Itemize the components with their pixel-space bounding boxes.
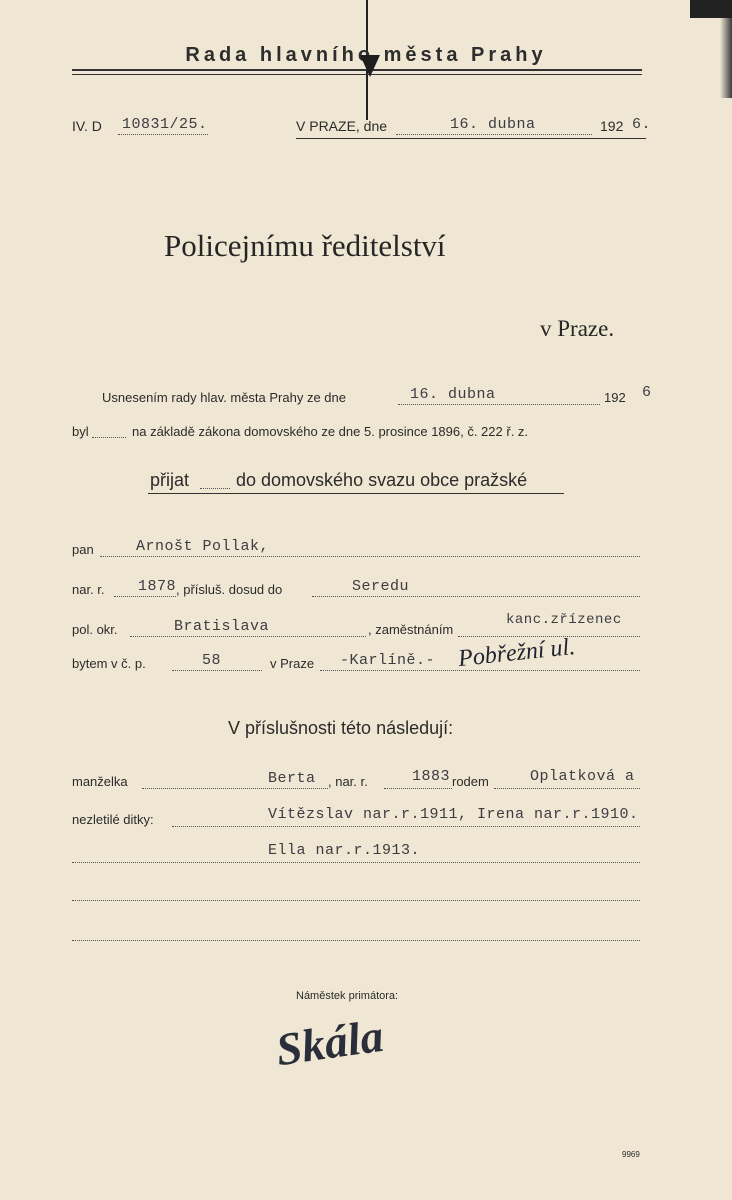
wife-born: 1883 bbox=[412, 768, 451, 785]
family-heading: V příslušnosti této následují: bbox=[228, 718, 454, 738]
signature-title: Náměstek primátora: bbox=[296, 990, 399, 1002]
decision-dots bbox=[200, 488, 230, 489]
prislus-place: Seredu bbox=[352, 578, 410, 595]
children-line-1: Vítězslav nar.r.1911, Irena nar.r.1910. bbox=[268, 806, 639, 823]
maiden-name: Oplatková a bbox=[530, 768, 635, 785]
rodem-label: rodem bbox=[452, 774, 489, 789]
prislus-label: , přísluš. dosud do bbox=[176, 582, 283, 597]
header-rule-top bbox=[72, 69, 642, 71]
wife-born-dots bbox=[384, 788, 452, 789]
house-number: 58 bbox=[202, 652, 222, 669]
byl-dots bbox=[92, 437, 126, 438]
torn-corner bbox=[690, 0, 732, 18]
year-prefix: 192 bbox=[600, 118, 624, 134]
reference-number-label: IV. D bbox=[72, 118, 102, 134]
resolution-year-digit: 6 bbox=[642, 384, 652, 401]
job-label: , zaměstnáním bbox=[368, 622, 454, 637]
street-dots bbox=[320, 670, 640, 671]
resolution-text: Usnesením rady hlav. města Prahy ze dne bbox=[102, 390, 346, 405]
district: Bratislava bbox=[174, 618, 270, 635]
decision-text: do domovského svazu obce pražské bbox=[236, 470, 528, 490]
wife-name: Berta bbox=[268, 770, 316, 787]
header-rule-bottom bbox=[72, 74, 642, 75]
children-dots-2 bbox=[72, 862, 640, 863]
reference-number-dots bbox=[118, 134, 208, 135]
quarter: -Karlíně.- bbox=[340, 652, 436, 669]
children-dots-1 bbox=[172, 826, 640, 827]
year-digit: 6. bbox=[632, 116, 652, 133]
form-code: 9969 bbox=[622, 1150, 640, 1159]
blank-dots-1 bbox=[72, 900, 640, 901]
decision: přijat bbox=[150, 470, 190, 490]
place-date-label: V PRAZE, dne bbox=[296, 118, 388, 134]
name-dots bbox=[100, 556, 640, 557]
born-dots bbox=[114, 596, 176, 597]
house-label: bytem v č. p. bbox=[72, 656, 146, 671]
pan-label: pan bbox=[72, 542, 94, 557]
street-handwritten: Pobřežní ul. bbox=[456, 633, 577, 673]
wife-name-dots bbox=[142, 788, 328, 789]
reference-number: 10831/25. bbox=[122, 116, 208, 133]
born-year: 1878 bbox=[138, 578, 177, 595]
law-text: na základě zákona domovského ze dne 5. prosince 1896, č. 222 ř. z. bbox=[132, 424, 529, 439]
prislus-dots bbox=[312, 596, 640, 597]
born-label: nar. r. bbox=[72, 582, 105, 597]
signature: Skála bbox=[272, 1009, 387, 1076]
reference-rule bbox=[296, 138, 646, 139]
header-title: Rada hlavního města Prahy bbox=[185, 44, 547, 66]
children-label: nezletilé ditky: bbox=[72, 812, 154, 827]
person-name: Arnošt Pollak, bbox=[136, 538, 270, 555]
date-value: 16. dubna bbox=[450, 116, 536, 133]
district-label: pol. okr. bbox=[72, 622, 118, 637]
decision-rule bbox=[148, 493, 564, 494]
resolution-date: 16. dubna bbox=[410, 386, 496, 403]
children-line-2: Ella nar.r.1913. bbox=[268, 842, 421, 859]
maiden-dots bbox=[494, 788, 640, 789]
paper-tear bbox=[360, 55, 380, 77]
addressee-city: v Praze. bbox=[540, 316, 615, 341]
wife-born-label: , nar. r. bbox=[328, 774, 368, 789]
blank-dots-2 bbox=[72, 940, 640, 941]
house-dots bbox=[172, 670, 262, 671]
city-label: v Praze bbox=[270, 656, 315, 671]
resolution-year-prefix: 192 bbox=[604, 390, 626, 405]
wife-label: manželka bbox=[72, 774, 128, 789]
byl-label: byl bbox=[72, 424, 89, 439]
resolution-date-dots bbox=[398, 404, 600, 405]
addressee-title: Policejnímu ředitelství bbox=[164, 228, 446, 263]
date-dots bbox=[396, 134, 592, 135]
job: kanc.zřízenec bbox=[506, 612, 622, 628]
district-dots bbox=[130, 636, 366, 637]
